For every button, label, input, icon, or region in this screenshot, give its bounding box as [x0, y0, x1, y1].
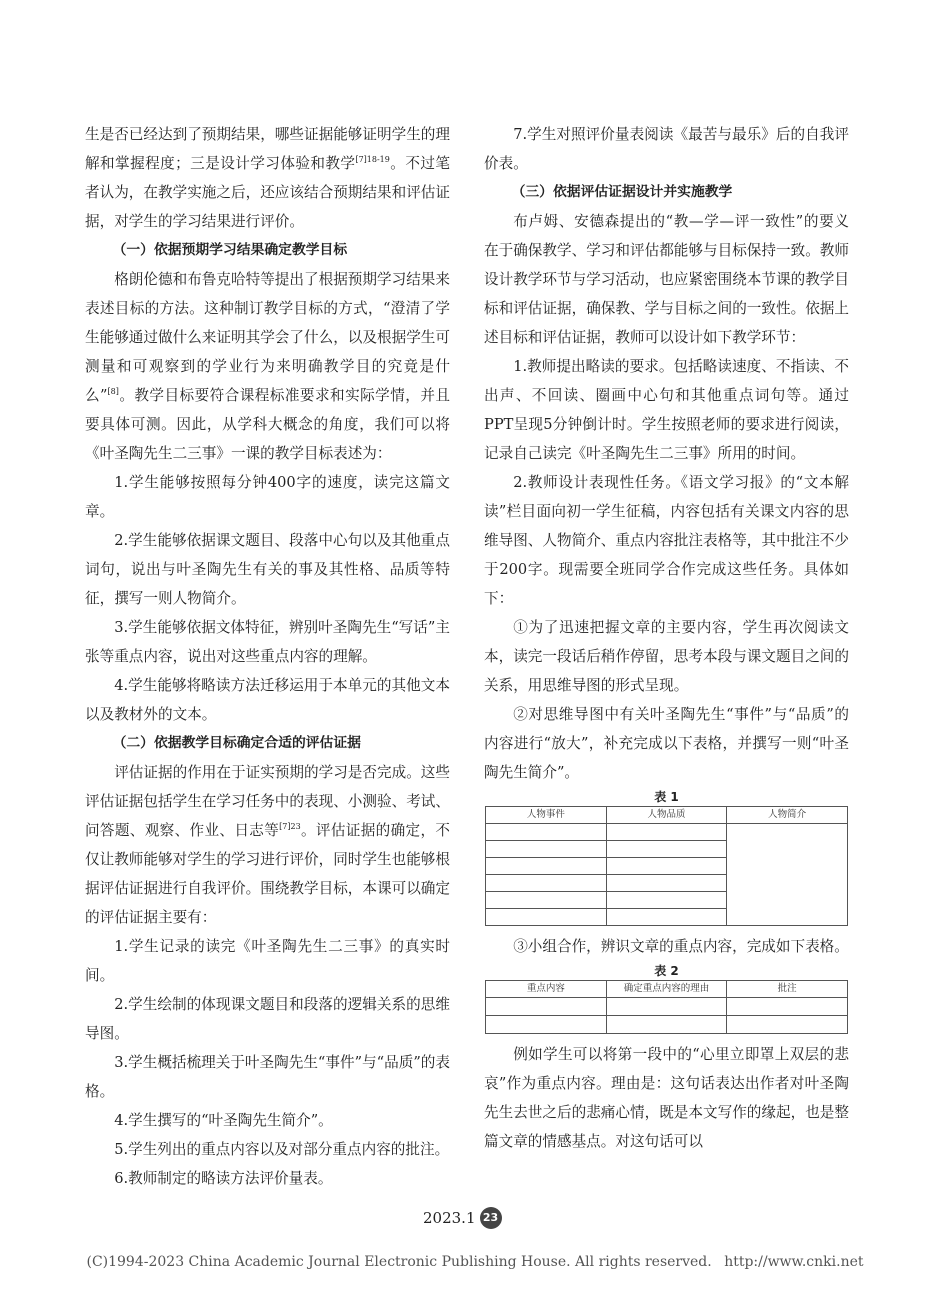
- list-item: 6.教师制定的略读方法评价量表。: [114, 1170, 333, 1187]
- table-row: [486, 824, 848, 841]
- table-cell: [606, 858, 727, 875]
- text: 。教学目标要符合课程标准要求和实际学情，并且要具体可测。因此，从学科大概念的角度，我们可以将《叶圣陶先生二三事》一课的教学目标表述为：: [85, 387, 450, 462]
- table-cell: [727, 1016, 848, 1034]
- list-item: 3.学生概括梳理关于叶圣陶先生“事件”与“品质”的表格。: [85, 1054, 450, 1100]
- issue-date: 2023.1: [423, 1209, 476, 1227]
- table-cell: [486, 1016, 607, 1034]
- text: 。不过笔者认为，在教学实施之后，还应该结合预期结果和评估证据，对学生的学习结果进行评价。: [85, 155, 450, 230]
- table-cell: [486, 909, 607, 926]
- paragraph: 1.教师提出略读的要求。包括略读速度、不指读、不出声、不回读、圈画中心句和其他重点词句等。通过PPT呈现5分钟倒计时。学生按照老师的要求进行阅读，记录自己读完《叶圣陶先生二三事》所用的时间。: [484, 358, 849, 462]
- table-2-caption: 表 2: [654, 964, 679, 978]
- list-item: 7.学生对照评价量表阅读《最苦与最乐》后的自我评价表。: [484, 126, 849, 172]
- citation: [8]: [107, 387, 119, 397]
- copyright-text: (C)1994-2023 China Academic Journal Electronic Publishing House. All rights reserved.: [86, 1254, 712, 1270]
- paragraph: [85, 758, 450, 932]
- table-cell: [486, 858, 607, 875]
- right-column: [484, 120, 849, 1156]
- paragraph: ②对思维导图中有关叶圣陶先生“事件”与“品质”的内容进行“放大”，补充完成以下表格，并撰写一则“叶圣陶先生简介”。: [484, 706, 849, 781]
- left-column: [85, 120, 450, 1193]
- table-header: 重点内容: [486, 981, 607, 998]
- text: 格朗伦德和布鲁克哈特等提出了根据预期学习结果来表述目标的方法。这种制订教学目标的方式，“澄清了学生能够通过做什么来证明其学会了什么，以及根据学生可测量和可观察到的学业行为来明确教学目的究竟是什么”: [85, 271, 450, 404]
- list-item: 3.学生能够依据文体特征，辨别叶圣陶先生“写话”主张等重点内容，说出对这些重点内容的理解。: [85, 619, 450, 665]
- list-item: 4.学生能够将略读方法迁移运用于本单元的其他文本以及教材外的文本。: [85, 677, 450, 723]
- paragraph: [85, 120, 450, 236]
- table-row: [486, 998, 848, 1016]
- table-cell: [606, 909, 727, 926]
- table-cell: [606, 875, 727, 892]
- table-cell: [486, 998, 607, 1016]
- list-item: 1.学生能够按照每分钟400字的速度，读完这篇文章。: [85, 474, 450, 520]
- table-cell: [606, 892, 727, 909]
- table-cell: [606, 998, 727, 1016]
- table-cell: [606, 1016, 727, 1034]
- table-header: 批注: [727, 981, 848, 998]
- list-item: 5.学生列出的重点内容以及对部分重点内容的批注。: [114, 1141, 450, 1158]
- section-heading: （二）依据教学目标确定合适的评估证据: [112, 735, 361, 751]
- table-cell: [606, 824, 727, 841]
- list-item: 2.学生能够依据课文题目、段落中心句以及其他重点词句，说出与叶圣陶先生有关的事及其性格、品质等特征，撰写一则人物简介。: [85, 532, 450, 607]
- section-heading: （一）依据预期学习结果确定教学目标: [112, 242, 348, 258]
- table-header-row: [486, 807, 848, 824]
- table-cell: [486, 892, 607, 909]
- table-cell: [486, 875, 607, 892]
- table-header: 人物简介: [727, 807, 848, 824]
- table-cell: [606, 841, 727, 858]
- table-row: [486, 1016, 848, 1034]
- paragraph: ①为了迅速把握文章的主要内容，学生再次阅读文本，读完一段话后稍作停留，思考本段与课文题目之间的关系，用思维导图的形式呈现。: [484, 619, 849, 694]
- table-cell: [727, 824, 848, 926]
- paragraph: 2.教师设计表现性任务。《语文学习报》的“文本解读”栏目面向初一学生征稿，内容包括有关课文内容的思维导图、人物简介、重点内容批注表格等，其中批注不少于200字。现需要全班同学合作完成这些任务。具体如下：: [484, 474, 849, 607]
- copyright-line: [0, 1253, 950, 1271]
- paragraph: 例如学生可以将第一段中的“心里立即罩上双层的悲哀”作为重点内容。理由是：这句话表达出作者对叶圣陶先生去世之后的悲痛心情，既是本文写作的缘起，也是整篇文章的情感基点。对这句话可以: [484, 1046, 849, 1150]
- paragraph: [85, 265, 450, 468]
- citation: [7]18-19: [355, 155, 390, 165]
- table-cell: [486, 841, 607, 858]
- text: 评估证据的作用在于证实预期的学习是否完成。这些评估证据包括学生在学习任务中的表现、小测验、考试、问答题、观察、作业、日志等: [85, 764, 450, 839]
- table-1-caption: 表 1: [654, 790, 679, 804]
- paragraph: ③小组合作，辨识文章的重点内容，完成如下表格。: [513, 938, 849, 955]
- table-cell: [486, 824, 607, 841]
- table-header-row: [486, 981, 848, 998]
- page-footer: [423, 1207, 502, 1229]
- section-heading: （三）依据评估证据设计并实施教学: [511, 184, 733, 200]
- table-header: 人物品质: [606, 807, 727, 824]
- list-item: 1.学生记录的读完《叶圣陶先生二三事》的真实时间。: [85, 938, 450, 984]
- text: 。评估证据的确定，不仅让教师能够对学生的学习进行评价，同时学生也能够根据评估证据进行自我评价。围绕教学目标，本课可以确定的评估证据主要有：: [85, 822, 450, 926]
- text: 生是否已经达到了预期结果，哪些证据能够证明学生的理解和掌握程度；三是设计学习体验和教学: [85, 126, 450, 172]
- table-header: 人物事件: [486, 807, 607, 824]
- page-number: 23: [480, 1207, 502, 1229]
- table-2: [485, 980, 848, 1034]
- list-item: 4.学生撰写的“叶圣陶先生简介”。: [114, 1112, 333, 1129]
- paragraph: 布卢姆、安德森提出的“教—学—评一致性”的要义在于确保教学、学习和评估都能够与目标保持一致。教师设计教学环节与学习活动，也应紧密围绕本节课的教学目标和评估证据，确保教、学与目标之间的一致性。依据上述目标和评估证据，教师可以设计如下教学环节：: [484, 213, 849, 346]
- table-header: 确定重点内容的理由: [606, 981, 727, 998]
- list-item: 2.学生绘制的体现课文题目和段落的逻辑关系的思维导图。: [85, 996, 450, 1042]
- table-1: [485, 806, 848, 926]
- citation: [7]23: [279, 822, 301, 832]
- table-cell: [727, 998, 848, 1016]
- source-url: http://www.cnki.net: [724, 1254, 864, 1270]
